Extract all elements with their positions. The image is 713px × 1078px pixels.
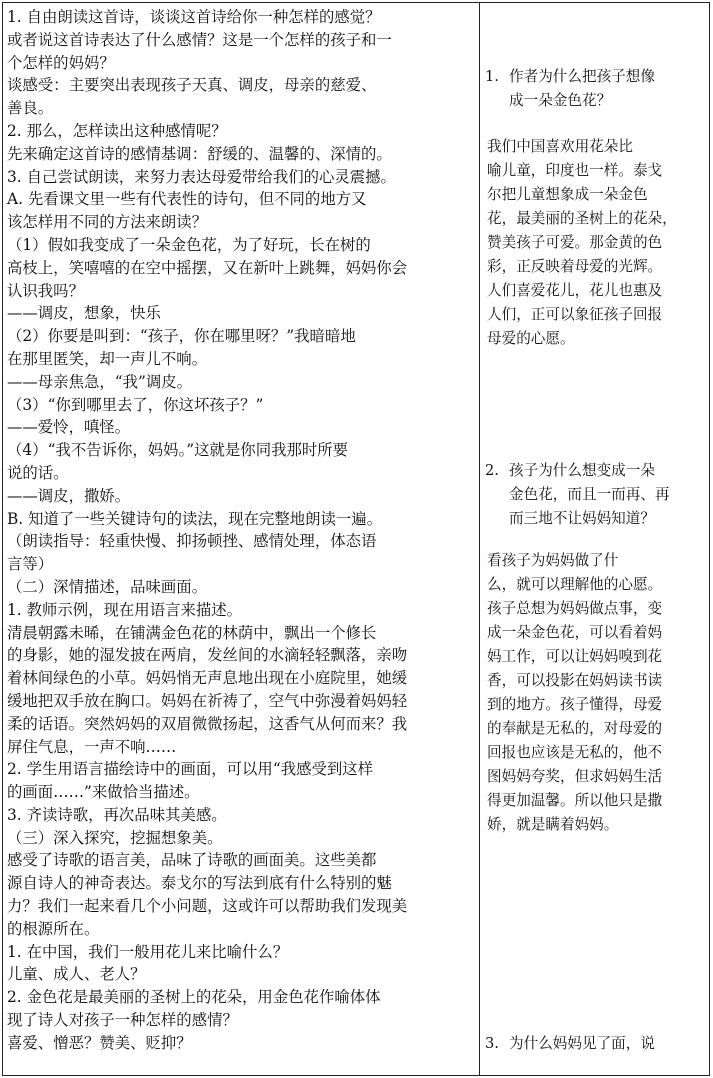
- text-line: 善良。: [7, 99, 54, 118]
- text-line: 先来确定这首诗的感情基调：舒缓的、温馨的、深情的。: [7, 144, 392, 163]
- text-line: 2. 学生用语言描绘诗中的画面，可以用“我感受到这样: [7, 760, 374, 779]
- text-line: ——调皮，撒娇。: [7, 486, 131, 505]
- text-line: ——爱怜，嗔怪。: [7, 418, 131, 437]
- text-line: B. 知道了一些关键诗句的读法，现在完整地朗读一遍。: [7, 509, 383, 528]
- answer-line: 娇，就是瞒着妈妈。: [487, 816, 619, 833]
- text-line: 的根源所在。: [7, 919, 100, 938]
- answer-2: [487, 549, 662, 837]
- text-line: A. 先看课文里一些有代表性的诗句，但不同的地方又: [7, 190, 367, 209]
- question-2-line: 金色花，而且一而再、再: [509, 486, 670, 503]
- answer-line: 尔把儿童想象成一朵金色: [487, 186, 648, 203]
- answer-line: 得更加温馨。所以他只是撒: [487, 792, 663, 809]
- text-line: 1. 在中国，我们一般用花儿来比喻什么？: [7, 942, 289, 961]
- text-line: 力？我们一起来看几个小问题，这或许可以帮助我们发现美: [7, 897, 408, 916]
- question-2-line: 孩子为什么想变成一朵: [509, 462, 655, 479]
- text-line: 源自诗人的神奇表达。泰戈尔的写法到底有什么特别的魅: [7, 874, 392, 893]
- text-line: 着林间绿色的小草。妈妈悄无声息地出现在小庭院里，她缓: [7, 669, 408, 688]
- text-line: ——母亲焦急，“我”调皮。: [7, 372, 193, 391]
- text-line: 个怎样的妈妈？: [7, 53, 115, 72]
- text-line: 1. 自由朗读这首诗，谈谈这首诗给你一种怎样的感觉？: [7, 8, 381, 26]
- answer-line: 母爱的心愿。: [487, 330, 575, 347]
- answer-line: 赞美孩子可爱。那金黄的色: [487, 234, 663, 251]
- text-line: 柔的话语。突然妈妈的双眉微微扬起，这香气从何而来？我: [7, 714, 408, 733]
- text-line: 现了诗人对孩子一种怎样的感情？: [7, 1011, 238, 1030]
- answer-line: 喻儿童，印度也一样。泰戈: [487, 162, 663, 179]
- answer-line: 人们喜爱花儿，花儿也惠及: [487, 282, 663, 299]
- question-1-line: 作者为什么把孩子想像: [509, 68, 655, 85]
- question-column: [483, 3, 707, 1075]
- question-2-line: 而三地不让妈妈知道？: [509, 510, 655, 527]
- answer-line: 回报也应该是无私的，他不: [487, 744, 663, 761]
- question-1-line: 成一朵金色花？: [509, 92, 612, 109]
- answer-line: 到的地方。孩子懂得，母爱: [487, 696, 663, 713]
- text-line: （三）深入探究，挖掘想象美。: [7, 828, 223, 847]
- answer-line: 花，最美丽的圣树上的花朵，: [487, 210, 677, 227]
- text-line: 喜爱、憎恶？赞美、贬抑？: [7, 1033, 192, 1052]
- text-line: （二）深情描述，品味画面。: [7, 577, 208, 596]
- text-line: 或者说这首诗表达了什么感情？这是一个怎样的孩子和一: [7, 30, 392, 49]
- column-divider: [479, 3, 480, 1075]
- text-line: （朗读指导：轻重快慢、抑扬顿挫、感情处理，体态语: [7, 532, 377, 551]
- text-line: 说的话。: [7, 463, 69, 482]
- text-line: 的身影，她的湿发披在两肩，发丝间的水滴轻轻飘落，亲吻: [7, 646, 408, 665]
- answer-line: 么，就可以理解他的心愿。: [487, 576, 663, 593]
- text-line: 该怎样用不同的方法来朗读？: [7, 213, 208, 232]
- answer-line: 图妈妈夸奖，但求妈妈生活: [487, 768, 663, 785]
- text-line: 清晨朝露未晞，在铺满金色花的林荫中，飘出一个修长: [7, 623, 377, 642]
- question-2-number: 2.: [485, 462, 499, 479]
- text-line: 1. 教师示例，现在用语言来描述。: [7, 600, 243, 619]
- question-1: [485, 65, 655, 113]
- lesson-procedure-column: [7, 6, 473, 1055]
- answer-line: 成一朵金色花，可以看着妈: [487, 624, 663, 641]
- question-3: [485, 1032, 655, 1056]
- answer-line: 妈工作，可以让妈妈嗅到花: [487, 648, 663, 665]
- answer-line: 孩子总想为妈妈做点事，变: [487, 600, 663, 617]
- text-line: ——调皮，想象，快乐: [7, 304, 161, 323]
- text-line: （1）假如我变成了一朵金色花，为了好玩，长在树的: [7, 235, 371, 254]
- answer-line: 看孩子为妈妈做了什: [487, 552, 619, 569]
- answer-line: 香，可以投影在妈妈读书读: [487, 672, 663, 689]
- answer-line: 的奉献是无私的，对母爱的: [487, 720, 663, 737]
- question-2: [485, 459, 670, 531]
- text-line: 2. 金色花是最美丽的圣树上的花朵，用金色花作喻体体: [7, 988, 381, 1007]
- text-line: （2）你要是叫到：“孩子，你在哪里呀？”我暗暗地: [7, 327, 356, 346]
- lesson-table: [2, 2, 710, 1076]
- text-line: 高枝上，笑嘻嘻的在空中摇摆，又在新叶上跳舞，妈妈你会: [7, 258, 408, 277]
- answer-line: 我们中国喜欢用花朵比: [487, 138, 633, 155]
- answer-1: [487, 135, 677, 351]
- text-line: 谈感受：主要突出表现孩子天真、调皮，母亲的慈爱、: [7, 76, 377, 95]
- text-line: 缓地把双手放在胸口。妈妈在祈祷了，空气中弥漫着妈妈轻: [7, 691, 408, 710]
- text-line: 3. 齐读诗歌，再次品味其美感。: [7, 805, 227, 824]
- text-line: 3. 自己尝试朗读，来努力表达母爱带给我们的心灵震撼。: [7, 167, 396, 186]
- answer-line: 彩，正反映着母爱的光辉。: [487, 258, 663, 275]
- text-line: 儿童、成人、老人？: [7, 965, 146, 984]
- text-line: （4）“我不告诉你，妈妈。”这就是你同我那时所要: [7, 441, 349, 460]
- question-3-number: 3.: [485, 1035, 499, 1052]
- text-line: 2. 那么，怎样读出这种感情呢？: [7, 121, 227, 140]
- text-line: 在那里匿笑，却一声儿不响。: [7, 349, 208, 368]
- text-line: 屏住气息，一声不响……: [7, 737, 177, 756]
- text-line: （3）“你到哪里去了，你这坏孩子？”: [7, 395, 264, 414]
- question-3-line: 为什么妈妈见了面，说: [509, 1035, 655, 1052]
- text-line: 认识我吗？: [7, 281, 84, 300]
- text-line: 感受了诗歌的语言美，品味了诗歌的画面美。这些美都: [7, 851, 377, 870]
- text-line: 的画面……”来做恰当描述。: [7, 783, 200, 802]
- text-line: 言等）: [7, 555, 54, 574]
- question-1-number: 1.: [485, 68, 499, 85]
- answer-line: 人们，正可以象征孩子回报: [487, 306, 663, 323]
